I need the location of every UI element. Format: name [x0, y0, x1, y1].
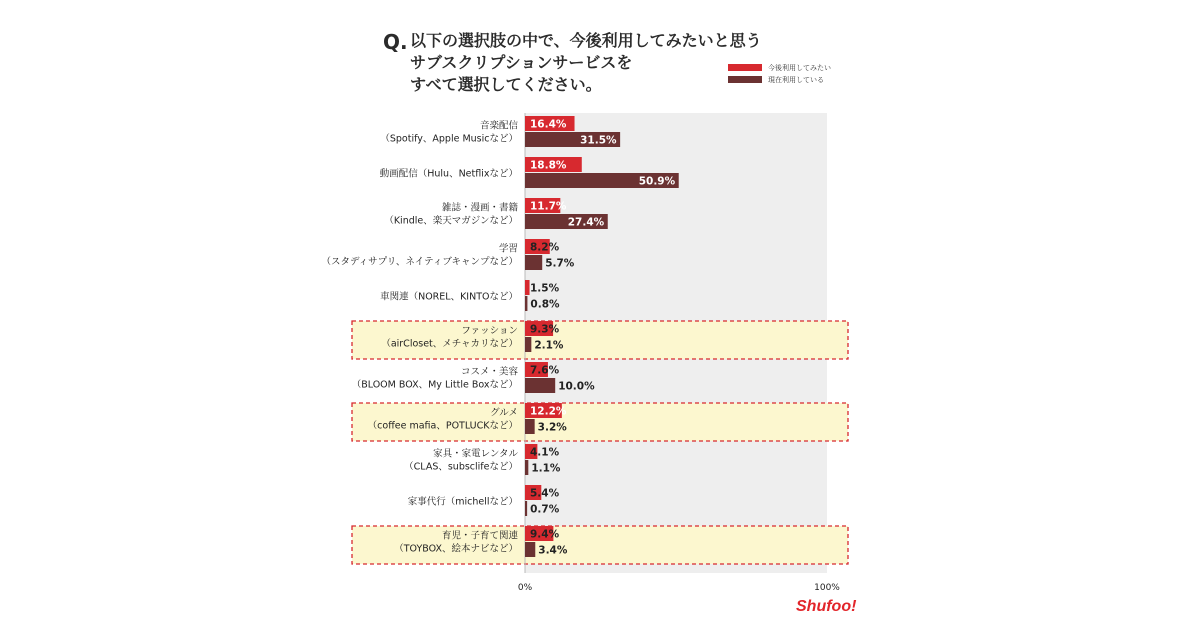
value-label-current: 1.1%: [531, 462, 561, 475]
bar-current: [525, 460, 528, 475]
category-label-sub: （airCloset、メチャカリなど）: [381, 338, 518, 350]
value-label-future: 1.5%: [530, 282, 560, 295]
value-label-current: 50.9%: [638, 175, 676, 188]
value-label-future: 9.4%: [530, 528, 560, 541]
category-label: 動画配信（Hulu、Netflixなど）: [379, 168, 518, 180]
value-label-current: 3.2%: [537, 421, 567, 434]
category-label: 雑誌・漫画・書籍: [441, 202, 518, 214]
value-label-future: 11.7%: [530, 200, 567, 213]
x-tick-label: 0%: [517, 583, 533, 593]
category-label-sub: （Spotify、Apple Musicなど）: [380, 133, 518, 145]
value-label-current: 0.8%: [530, 298, 560, 311]
category-label: 学習: [498, 243, 518, 255]
legend-label-future: 今後利用してみたい: [768, 63, 831, 72]
value-label-current: 5.7%: [545, 257, 575, 270]
legend-label-current: 現在利用している: [768, 75, 824, 84]
value-label-future: 4.1%: [530, 446, 560, 459]
bar-current: [525, 542, 535, 557]
category-label-sub: （CLAS、subsclifeなど）: [404, 461, 518, 473]
brand-logo: Shufoo!: [796, 598, 857, 615]
bar-current: [525, 255, 542, 270]
category-label: 家具・家電レンタル: [433, 448, 518, 460]
value-label-current: 2.1%: [534, 339, 564, 352]
category-label: グルメ: [490, 407, 518, 419]
value-label-current: 3.4%: [538, 544, 568, 557]
category-label: コスメ・美容: [460, 366, 518, 378]
bar-current: [525, 501, 527, 516]
value-label-future: 5.4%: [530, 487, 560, 500]
value-label-current: 27.4%: [567, 216, 605, 229]
value-label-future: 18.8%: [530, 159, 567, 172]
value-label-future: 16.4%: [530, 118, 567, 131]
value-label-current: 10.0%: [558, 380, 595, 393]
value-label-future: 7.6%: [530, 364, 560, 377]
category-label: 車関連（NOREL、KINTOなど）: [380, 291, 518, 303]
bar-current: [525, 378, 555, 393]
bar-current: [525, 337, 531, 352]
bar-current: [525, 296, 527, 311]
category-label: 家事代行（michellなど）: [407, 496, 518, 508]
bar-current: [525, 419, 535, 434]
category-label-sub: （BLOOM BOX、My Little Boxなど）: [351, 379, 518, 391]
category-label-sub: （coffee mafia、POTLUCKなど）: [367, 420, 518, 432]
value-label-current: 31.5%: [580, 134, 617, 147]
category-label: 育児・子育て関連: [441, 530, 518, 542]
page-title: 以下の選択肢の中で、今後利用してみたいと思う サブスクリプションサービスを すべて選択してください。: [410, 31, 762, 94]
category-label: 音楽配信: [479, 120, 518, 132]
value-label-future: 12.2%: [530, 405, 567, 418]
x-tick-label: 100%: [814, 583, 840, 593]
bar-future: [525, 280, 530, 295]
category-label-sub: （Kindle、楽天マガジンなど）: [384, 215, 518, 227]
value-label-current: 0.7%: [530, 503, 560, 516]
category-label-sub: （TOYBOX、絵本ナビなど）: [394, 543, 518, 555]
question-prefix: Q.: [383, 30, 408, 54]
category-label-sub: （スタディサプリ、ネイティブキャンプなど）: [321, 256, 518, 268]
category-label: ファッション: [461, 325, 518, 337]
value-label-future: 8.2%: [530, 241, 560, 254]
value-label-future: 9.3%: [530, 323, 560, 336]
